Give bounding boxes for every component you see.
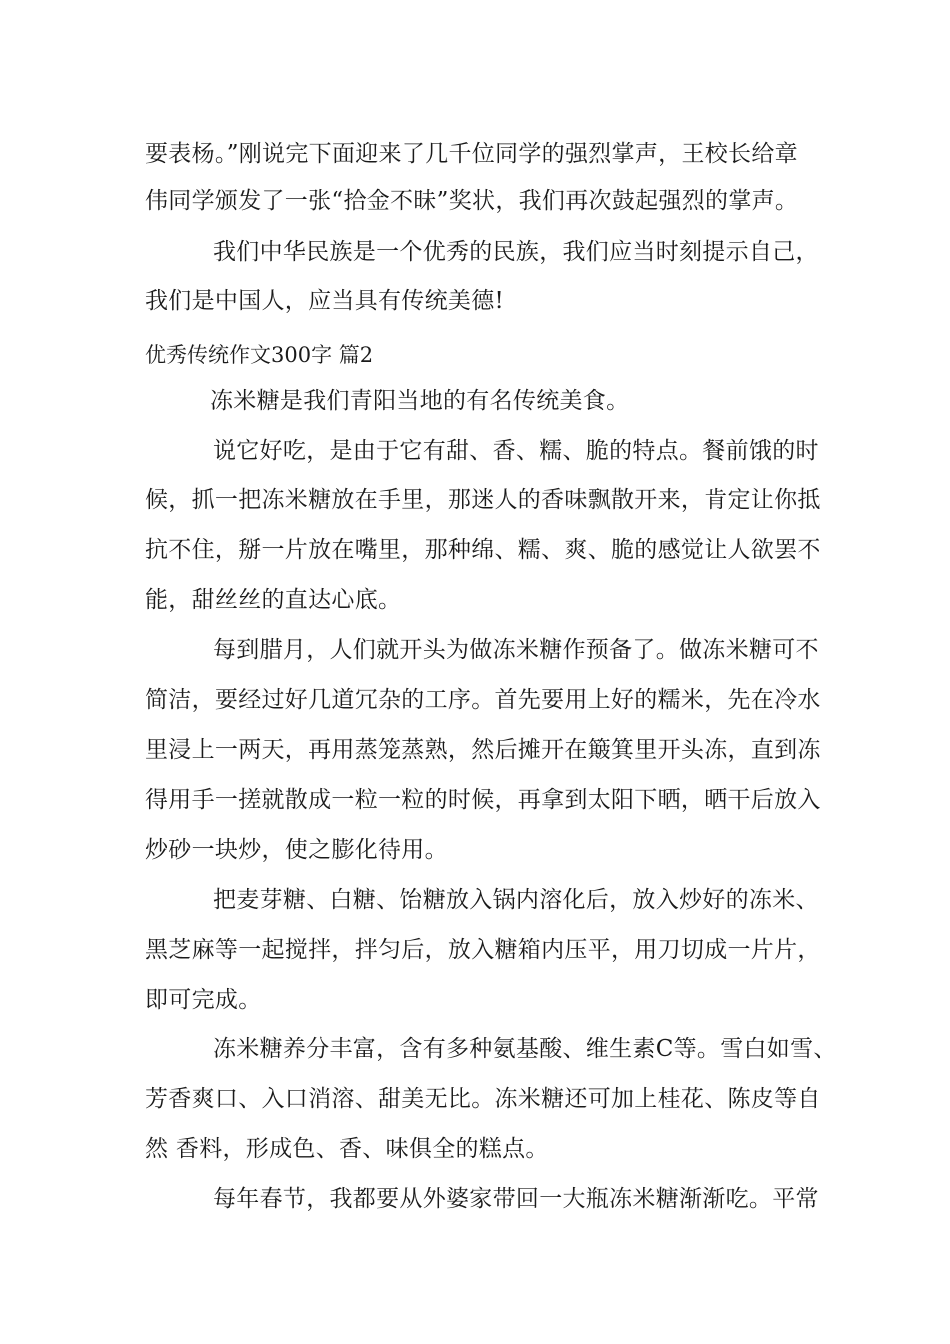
text-line: 每年春节，我都要从外婆家带回一大瓶冻米糖渐渐吃。平常 [213,1186,819,1212]
text-line: 即可完成。 [145,987,262,1013]
text-line: 抗不住，掰一片放在嘴里，那种绵、糯、爽、脆的感觉让人欲罢不 [145,537,821,563]
text-line: 黑芝麻等一起搅拌，拌匀后，放入糖箱内压平，用刀切成一片片， [145,937,821,963]
text-line: 冻米糖养分丰富，含有多种氨基酸、维生素C等。雪白如雪、 [213,1036,837,1062]
text-line: 说它好吃，是由于它有甜、香、糯、脆的特点。餐前饿的时 [213,438,819,464]
section-heading: 优秀传统作文300字 篇2 [145,343,374,367]
text-line: 要表杨。”刚说完下面迎来了几千位同学的强烈掌声，王校长给章 [145,141,798,167]
text-line: 把麦芽糖、白糖、饴糖放入锅内溶化后，放入炒好的冻米、 [213,887,819,913]
text-line: 得用手一搓就散成一粒一粒的时候，再拿到太阳下晒，晒干后放入 [145,787,821,813]
text-line: 芳香爽口、入口消溶、甜美无比。冻米糖还可加上桂花、陈皮等自 [145,1086,821,1112]
text-line: 能，甜丝丝的直达心底。 [145,587,402,613]
text-line: 每到腊月，人们就开头为做冻米糖作预备了。做冻米糖可不 [213,637,819,663]
text-line: 我们中华民族是一个优秀的民族，我们应当时刻提示自己， [213,239,819,265]
text-line: 炒砂一块炒，使之膨化待用。 [145,837,448,863]
text-line: 伟同学颁发了一张“拾金不昧”奖状，我们再次鼓起强烈的掌声。 [145,188,799,214]
text-line: 冻米糖是我们青阳当地的有名传统美食。 [210,388,630,414]
text-line: 简洁，要经过好几道冗杂的工序。首先要用上好的糯米，先在冷水 [145,687,821,713]
text-line: 候，抓一把冻米糖放在手里，那迷人的香味飘散开来，肯定让你抵 [145,487,821,513]
text-line: 然 香料，形成色、香、味俱全的糕点。 [145,1136,549,1162]
text-line: 里浸上一两天，再用蒸笼蒸熟，然后摊开在簸箕里开头冻，直到冻 [145,737,821,763]
text-line: 我们是中国人，应当具有传统美德! [145,288,505,314]
